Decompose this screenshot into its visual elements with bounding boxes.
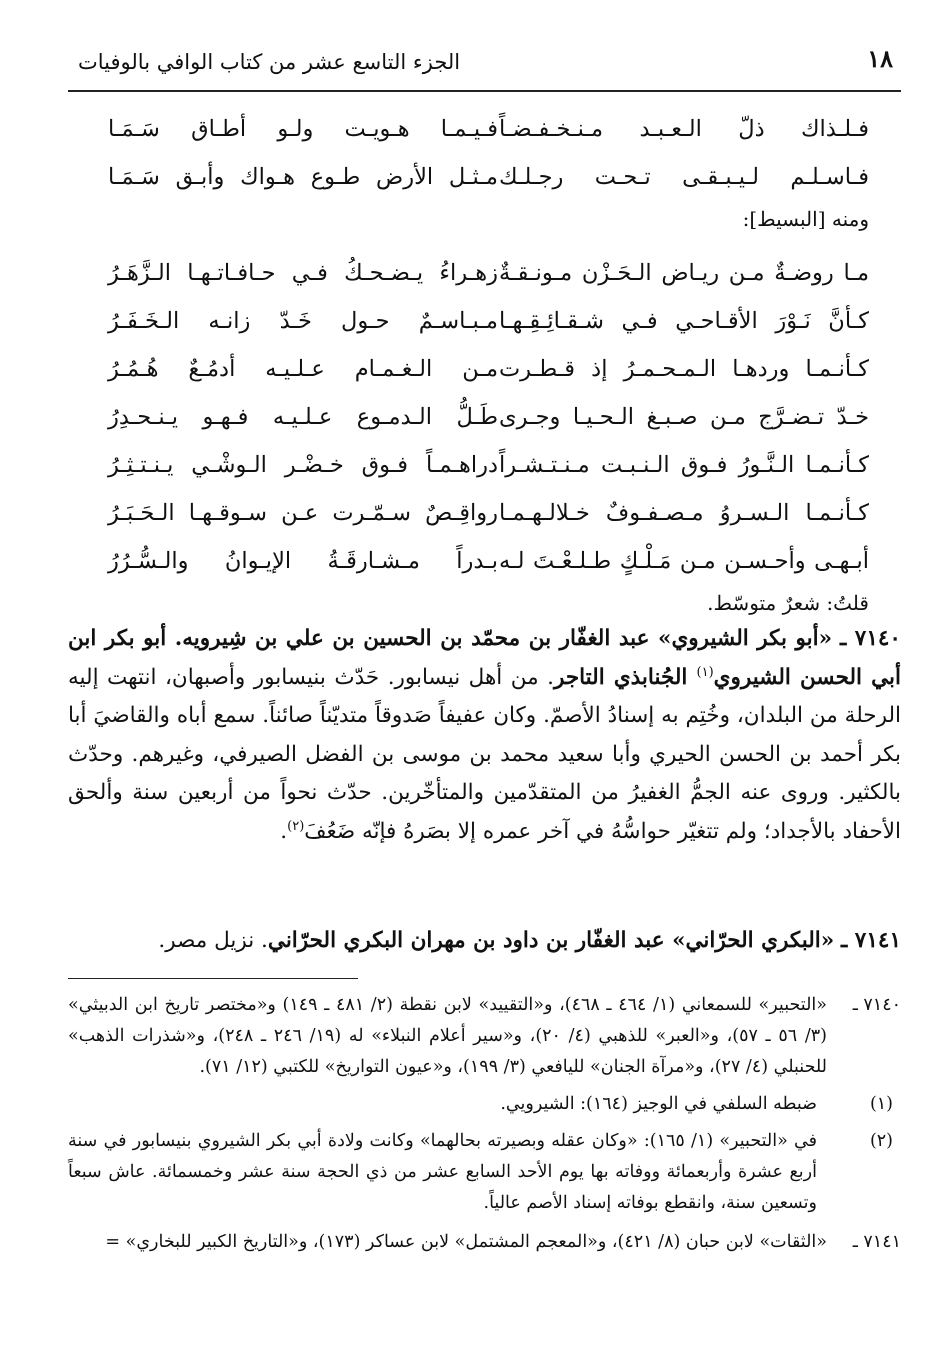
footnote-sources-7140 <box>68 990 901 1083</box>
footnote-label: (٢) <box>869 1131 893 1151</box>
verse-line <box>68 492 901 540</box>
entry-head-name: «أبو بكر الشيروي» عبد الغفّار بن محمّد بن الحسين بن علي بن شِيرويه. أبو بكر ابن أبي الحسن الشيروي <box>68 626 901 690</box>
footnote-text: ضبطه السلفي في الوجيز (١٦٤): الشيرويي. <box>500 1094 817 1114</box>
second-hemistich: طَـلُّ الـدمـوع عـلـيـه فـهـو يـنـحـدِرُ <box>108 404 498 430</box>
verse-line <box>68 252 901 300</box>
second-hemistich: رواقِـصٌ سـمّـرت عـن سـوقـهـا الـحَـبَـرُ <box>108 500 498 526</box>
second-hemistich: فـيـمـا هـويـت ولـو أطـاق سَـمَـا <box>108 116 498 142</box>
verse-line <box>68 156 901 204</box>
second-hemistich: دراهـمـاً فـوق خـضْـر الـوشْـي يـنـتـثِـرُ <box>108 452 498 478</box>
entry-end: . <box>280 818 288 844</box>
verse-line <box>68 300 901 348</box>
footnote-label: ٧١٤٠ ـ <box>852 995 901 1015</box>
entry-body: . نزيل مصر. <box>158 928 268 953</box>
footnote-2 <box>68 1126 901 1219</box>
meter-intro: ومنه [البسيط]: <box>742 207 869 231</box>
verse-line <box>68 444 901 492</box>
first-hemistich: كـأنَّ نَـوْرَ الأقـاحـي فـي شـقـائِـقِـهـا <box>499 308 869 334</box>
first-hemistich: فـاسـلـم لـيـبـقـى تـحـت رجـلـك <box>499 164 869 190</box>
biography-entry-7140 <box>68 620 901 851</box>
footnote-ref-1[interactable]: (١) <box>696 664 714 680</box>
first-hemistich: خـدّ تـضـرَّج مـن صـبـغ الـحـيـا وجـرى <box>499 404 869 430</box>
poem-block <box>68 108 901 636</box>
second-hemistich: مـثـل الأرض طـوع هـواك وأبـق سَـمَـا <box>108 164 498 190</box>
footnote-text: في «التحبير» (١/ ١٦٥): «وكان عقله وبصيرته بحالهما» وكانت ولادة أبي بكر الشيروي بنيسابور في سنة أربع عشرة وأربعمائة ووفاته بها يوم الأحد السابع عشر من ذي الحجة سنة عشر وخمسمائة. عاش سبعاً وتسعين سنة، وانقطع بوفاته إسناد الأصم عالياً. <box>68 1131 818 1213</box>
page-number: ١٨ <box>867 44 893 73</box>
first-hemistich: كـأنـمـا وردهـا الـمـحـمـرُ إذ قـطـرت <box>499 356 869 382</box>
first-hemistich: كـأنـمـا الـنَّـورُ فـوق الـنـبـت مـنـتـشـراً <box>499 452 869 478</box>
first-hemistich: كـأنـمـا الـسـروُ مـصـفـوفٌ خـلالـهـمـا <box>499 500 869 526</box>
biography-entry-7141 <box>68 922 901 961</box>
running-title: الجزء التاسع عشر من كتاب الوافي بالوفيات <box>78 50 461 74</box>
entry-number: ٧١٤١ ـ <box>841 928 901 953</box>
footnote-sources-7141 <box>68 1227 901 1258</box>
footnote-1 <box>68 1089 901 1120</box>
first-hemistich: أبـهـى وأحـسـن مـن مَـلْـكٍ طـلـعْـتَ لـه <box>499 548 869 574</box>
verse-line <box>68 396 901 444</box>
first-hemistich: مـا روضـةٌ مـن ريـاض الـحَـزْن مـونـقـةٌ <box>499 260 869 286</box>
entry-body: . من أهل نيسابور. حَدّث بنيسابور وأصبهان، انتهت إليه الرحلة من البلدان، وخُتِم به إسنادُ الأصمّ. وكان عفيفاً صَدوقاً متديّناً صائناً. سمع أباه والقاضيَ أبا بكر أحمد بن الحسن الحيري وأبا سعيد محمد بن موسى بن الفضل الصيرفي، وغيرهم. وحدّث بالكثير. وروى عنه الجمُّ الغفيرُ من المتقدّمين والمتأخّرين. حدّث نحواً من أربعين سنة وألحق الأحفاد بالأجداد؛ ولم تتغيّر حواسُّهُ في آخر عمره إلا بصَرهُ فإنّه ضَعُفَ <box>68 664 901 844</box>
second-hemistich: بـدراً مـشـارقَـةُ الإيـوانُ والـسُّـرُرُ <box>108 548 498 574</box>
entry-head-name: «البكري الحرّاني» عبد الغفّار بن داود بن مهران البكري الحرّاني <box>267 928 835 953</box>
footnote-text: «الثقات» لابن حبان (٨/ ٤٢١)، و«المعجم المشتمل» لابن عساكر (١٧٣)، و«التاريخ الكبير للبخاري» = <box>105 1232 827 1252</box>
footnote-text: «التحبير» للسمعاني (١/ ٤٦٤ ـ ٤٦٨)، و«التقييد» لابن نقطة (٢/ ٤٨١ ـ ١٤٩) و«مختصر تاريخ ابن الدبيثي» (٣/ ٥٦ ـ ٥٧)، و«العبر» للذهبي (٤/ ٢٠)، و«سير أعلام النبلاء» له (١٩/ ٢٤٦ ـ ٢٤٨)، و«شذرات الذهب» للحنبلي (٤/ ٢٧)، و«مرآة الجنان» لليافعي (٣/ ١٩٩)، و«عيون التواريخ» للكتبي (١٢/ ٧١). <box>68 995 827 1077</box>
entry-number: ٧١٤٠ ـ <box>839 626 901 651</box>
footnote-ref-2[interactable]: (٢) <box>287 818 305 834</box>
entry-nisba: الجُنابذي التاجر <box>553 664 697 690</box>
footnote-separator <box>68 978 358 979</box>
verse-line <box>68 348 901 396</box>
second-hemistich: زهـراءُ يـضـحـكُ فـي حـافـاتـهـا الـزَّهَـرُ <box>108 260 498 286</box>
second-hemistich: مـن الـغـمـام عـلـيـه أدمُـعٌ هُـمُـرُ <box>108 356 498 382</box>
footnotes-block <box>68 990 901 1258</box>
author-comment: قلتُ: شعرٌ متوسّط. <box>707 591 869 615</box>
second-hemistich: مـبـاسـمٌ حـول خَـدّ زانـه الـخَـفَـرُ <box>108 308 498 334</box>
verse-line <box>68 108 901 156</box>
footnote-label: (١) <box>869 1094 893 1114</box>
book-page <box>68 0 901 1371</box>
running-header <box>68 44 901 92</box>
first-hemistich: فـلـذاك ذلّ الـعـبـد مـنـخـفـضـاً <box>499 116 869 142</box>
meter-intro-line <box>68 204 901 252</box>
footnote-label: ٧١٤١ ـ <box>852 1232 901 1252</box>
verse-line <box>68 540 901 588</box>
